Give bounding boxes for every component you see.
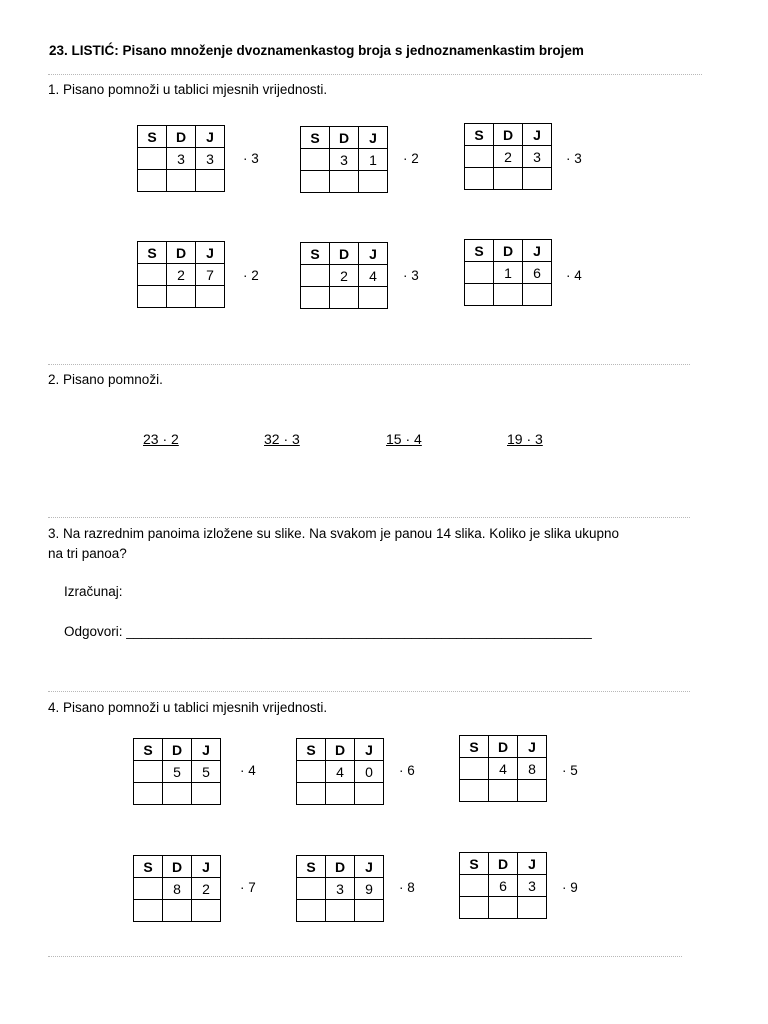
answer-cell[interactable]: [192, 900, 221, 922]
col-s: S: [297, 739, 326, 761]
cell-s[interactable]: [297, 878, 326, 900]
col-j: J: [523, 124, 552, 146]
cell-d: 3: [326, 878, 355, 900]
answer-cell[interactable]: [301, 287, 330, 309]
answer-cell[interactable]: [138, 170, 167, 192]
separator-5: [48, 956, 682, 957]
cell-s[interactable]: [301, 149, 330, 171]
answer-cell[interactable]: [489, 780, 518, 802]
cell-j: 7: [196, 264, 225, 286]
cell-d: 1: [494, 262, 523, 284]
cell-j: 4: [359, 265, 388, 287]
task3-prompt-line-2: na tri panoa?: [48, 546, 127, 561]
col-j: J: [518, 736, 547, 758]
task4-multiplier-4: · 7: [240, 880, 256, 895]
task4-table-3: [459, 735, 547, 802]
task2-prompt: 2. Pisano pomnoži.: [48, 372, 163, 387]
answer-cell[interactable]: [523, 284, 552, 306]
answer-cell[interactable]: [134, 783, 163, 805]
answer-cell[interactable]: [163, 783, 192, 805]
task1-multiplier-2: · 2: [403, 151, 419, 166]
cell-j: 1: [359, 149, 388, 171]
calc-label: Izračunaj:: [64, 584, 123, 599]
col-j: J: [192, 856, 221, 878]
cell-s[interactable]: [297, 761, 326, 783]
col-j: J: [523, 240, 552, 262]
task1-multiplier-3: · 3: [566, 151, 582, 166]
col-s: S: [465, 240, 494, 262]
cell-s[interactable]: [134, 878, 163, 900]
col-s: S: [460, 736, 489, 758]
answer-cell[interactable]: [494, 284, 523, 306]
cell-s[interactable]: [460, 875, 489, 897]
task1-multiplier-5: · 3: [403, 268, 419, 283]
task2-expression-4: 19 · 3: [507, 431, 543, 447]
cell-d: 3: [330, 149, 359, 171]
answer-cell[interactable]: [163, 900, 192, 922]
task2-expression-3: 15 · 4: [386, 431, 422, 447]
col-j: J: [518, 853, 547, 875]
cell-j: 8: [518, 758, 547, 780]
task1-multiplier-4: · 2: [243, 268, 259, 283]
col-d: D: [489, 853, 518, 875]
col-j: J: [196, 242, 225, 264]
answer-cell[interactable]: [465, 168, 494, 190]
separator-3: [48, 517, 690, 518]
answer-cell[interactable]: [460, 897, 489, 919]
col-d: D: [330, 243, 359, 265]
answer-cell[interactable]: [355, 783, 384, 805]
task1-table-4: [137, 241, 225, 308]
cell-j: 5: [192, 761, 221, 783]
cell-d: 2: [494, 146, 523, 168]
task4-multiplier-1: · 4: [240, 763, 256, 778]
cell-j: 6: [523, 262, 552, 284]
col-j: J: [359, 243, 388, 265]
separator-4: [48, 691, 690, 692]
cell-j: 3: [523, 146, 552, 168]
separator-1: [48, 74, 702, 75]
cell-s[interactable]: [138, 148, 167, 170]
cell-j: 3: [518, 875, 547, 897]
answer-cell[interactable]: [167, 286, 196, 308]
col-d: D: [163, 856, 192, 878]
cell-d: 4: [326, 761, 355, 783]
cell-d: 8: [163, 878, 192, 900]
col-j: J: [355, 856, 384, 878]
answer-cell[interactable]: [465, 284, 494, 306]
answer-cell[interactable]: [134, 900, 163, 922]
cell-d: 6: [489, 875, 518, 897]
task4-multiplier-6: · 9: [562, 880, 578, 895]
answer-cell[interactable]: [167, 170, 196, 192]
col-s: S: [301, 243, 330, 265]
answer-cell[interactable]: [192, 783, 221, 805]
answer-cell[interactable]: [138, 286, 167, 308]
task4-table-4: [133, 855, 221, 922]
col-d: D: [494, 240, 523, 262]
col-s: S: [134, 856, 163, 878]
separator-2: [48, 364, 690, 365]
answer-cell[interactable]: [196, 286, 225, 308]
task2-expression-1: 23 · 2: [143, 431, 179, 447]
answer-cell[interactable]: [518, 897, 547, 919]
cell-s[interactable]: [301, 265, 330, 287]
task4-multiplier-2: · 6: [399, 763, 415, 778]
col-d: D: [167, 126, 196, 148]
col-s: S: [138, 126, 167, 148]
answer-cell[interactable]: [330, 171, 359, 193]
col-s: S: [301, 127, 330, 149]
col-j: J: [359, 127, 388, 149]
task1-table-6: [464, 239, 552, 306]
task1-table-1: [137, 125, 225, 192]
col-d: D: [489, 736, 518, 758]
col-j: J: [196, 126, 225, 148]
task1-multiplier-1: · 3: [243, 151, 259, 166]
cell-s[interactable]: [138, 264, 167, 286]
cell-d: 3: [167, 148, 196, 170]
col-d: D: [326, 856, 355, 878]
task4-table-2: [296, 738, 384, 805]
task3-prompt-line-1: 3. Na razrednim panoima izložene su slike. Na svakom je panou 14 slika. Koliko je slika ukupno: [48, 526, 620, 541]
answer-cell[interactable]: [196, 170, 225, 192]
col-s: S: [465, 124, 494, 146]
col-d: D: [326, 739, 355, 761]
answer-cell[interactable]: [330, 287, 359, 309]
cell-s[interactable]: [465, 262, 494, 284]
cell-j: 3: [196, 148, 225, 170]
task4-multiplier-3: · 5: [562, 763, 578, 778]
cell-j: 9: [355, 878, 384, 900]
col-d: D: [163, 739, 192, 761]
answer-cell[interactable]: [494, 168, 523, 190]
cell-j: 2: [192, 878, 221, 900]
task4-multiplier-5: · 8: [399, 880, 415, 895]
task1-table-2: [300, 126, 388, 193]
col-d: D: [494, 124, 523, 146]
col-s: S: [460, 853, 489, 875]
task4-prompt: 4. Pisano pomnoži u tablici mjesnih vrijednosti.: [48, 700, 328, 715]
answer-cell[interactable]: [326, 900, 355, 922]
col-j: J: [355, 739, 384, 761]
answer-cell[interactable]: [355, 900, 384, 922]
answer-cell[interactable]: [297, 900, 326, 922]
task2-expression-2: 32 · 3: [264, 431, 300, 447]
answer-cell[interactable]: [518, 780, 547, 802]
col-s: S: [134, 739, 163, 761]
worksheet-title: 23. LISTIĆ: Pisano množenje dvoznamenkastog broja s jednoznamenkastim brojem: [49, 43, 584, 58]
col-s: S: [138, 242, 167, 264]
cell-s[interactable]: [134, 761, 163, 783]
col-d: D: [167, 242, 196, 264]
cell-d: 2: [330, 265, 359, 287]
task3-prompt: [48, 524, 728, 564]
col-s: S: [297, 856, 326, 878]
answer-cell[interactable]: [460, 780, 489, 802]
answer-cell[interactable]: [523, 168, 552, 190]
answer-cell[interactable]: [489, 897, 518, 919]
col-d: D: [330, 127, 359, 149]
cell-s[interactable]: [460, 758, 489, 780]
task1-table-3: [464, 123, 552, 190]
cell-s[interactable]: [465, 146, 494, 168]
task1-prompt: 1. Pisano pomnoži u tablici mjesnih vrijednosti.: [48, 82, 328, 97]
answer-cell[interactable]: [326, 783, 355, 805]
answer-cell[interactable]: [359, 171, 388, 193]
task1-multiplier-6: · 4: [566, 268, 582, 283]
task4-table-6: [459, 852, 547, 919]
cell-d: 4: [489, 758, 518, 780]
answer-cell[interactable]: [359, 287, 388, 309]
answer-cell[interactable]: [297, 783, 326, 805]
cell-j: 0: [355, 761, 384, 783]
cell-d: 2: [167, 264, 196, 286]
task4-table-1: [133, 738, 221, 805]
answer-cell[interactable]: [301, 171, 330, 193]
task1-table-5: [300, 242, 388, 309]
answer-line[interactable]: Odgovori: ______________________________________________________________: [64, 624, 592, 639]
col-j: J: [192, 739, 221, 761]
cell-d: 5: [163, 761, 192, 783]
task4-table-5: [296, 855, 384, 922]
